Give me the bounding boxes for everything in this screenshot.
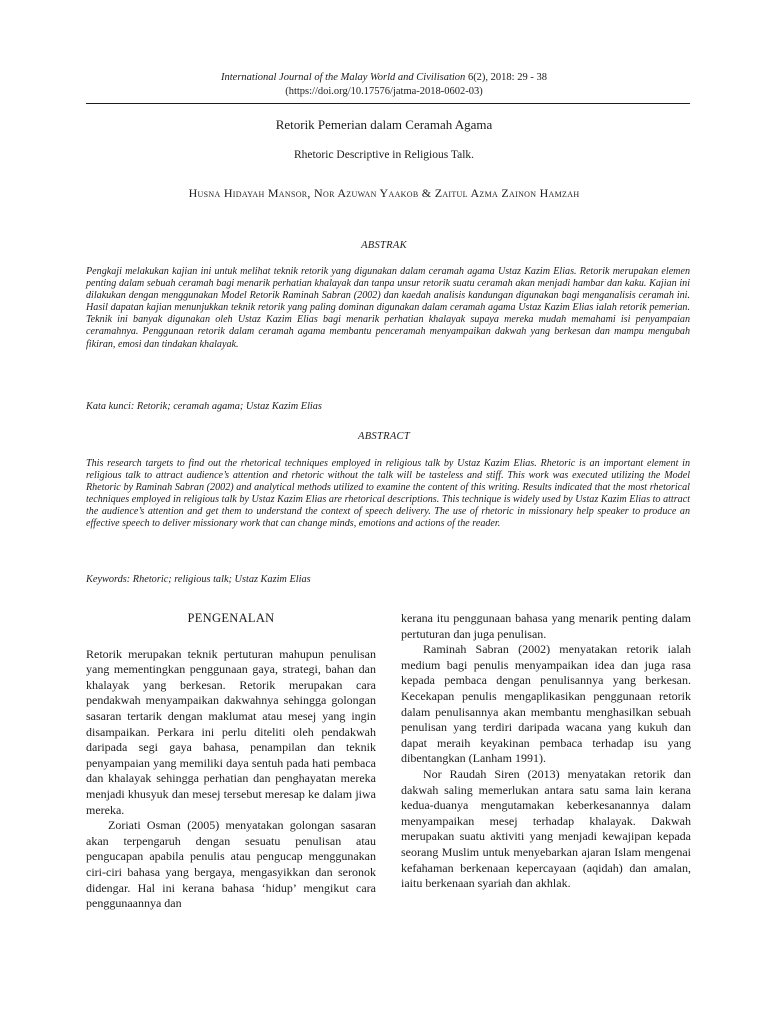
abstrak-text: Pengkaji melakukan kajian ini untuk melihat teknik retorik yang digunakan dalam ceramah agama Ustaz Kazim Elias. Retorik merupakan elemen penting dalam sebuah ceramah bagi menarik perhatian khalayak dan tanpa unsur retorik suatu ceramah akan menjadi hambar dan kaku. Kajian ini dilakukan dengan menggunakan Model Retorik Raminah Sabran (2002) dan kaedah analisis kandungan digunakan bagi menganalisis ceramah ini. Hasil dapatan kajian menunjukkan teknik retorik yang paling dominan digunakan dalam ceramah agama Ustaz Kazim Elias ialah retorik pemerian. Teknik ini banyak digunakan oleh Ustaz Kazim Elias bagi menarik perhatian khalayak supaya mereka mudah memahami isi penyampaian ceramahnya. Penggunaan retorik dalam ceramah agama membantu penceramah menyampaikan dakwah yang berkesan dan mampu mengubah fikiran, emosi dan tindakan khalayak. — [86, 266, 690, 350]
body-left-column — [86, 611, 376, 912]
doi-link[interactable]: (https://doi.org/10.17576/jatma-2018-0602-03) — [285, 86, 483, 97]
body-paragraph: kerana itu penggunaan bahasa yang menarik penting dalam pertuturan dan juga penulisan. — [401, 611, 691, 641]
abstract-text: This research targets to find out the rhetorical techniques employed in religious talk by Ustaz Kazim Elias. Rhetoric is an important element in religious talk to attract audience’s attention and rhetoric without the talk will be tasteless and stiff. This work was executed utilizing the Model Rhetoric by Raminah Sabran (2002) and analytical methods utilized to examine the content of this writing. Results indicated that the most rhetorical techniques employed in religious talk by Ustaz Kazim Elias are rhetorical descriptions. This technique is widely used by Ustaz Kazim Elias to attract the audience’s attention and get them to understand the context of speech delivery. The use of rhetoric in missionary help speaker to produce an effective speech to deliver missionary work that can change minds, emotions and actions of the reader. — [86, 458, 690, 530]
abstract-keywords: Keywords: Rhetoric; religious talk; Ustaz Kazim Elias — [86, 574, 311, 585]
body-paragraph: Nor Raudah Siren (2013) menyatakan retorik dan dakwah saling memerlukan antara satu sama lain kerana kedua-duanya mengutamakan keberkesanannya dalam menyampaikan mesej terhadap khalayak. Dakwah merupakan suatu aktiviti yang menjadi kewajipan kepada seorang Muslim untuk menyebarkan ajaran Islam mengenai kefahaman berkenaan kepercayaan (aqidah) dan amalan, iaitu berkenaan syariah dan akhlak. — [401, 766, 691, 891]
journal-header — [0, 71, 768, 99]
abstract-heading: ABSTRACT — [358, 431, 410, 442]
article-title-english: Rhetoric Descriptive in Religious Talk. — [293, 149, 475, 161]
journal-issue: 6(2), 2018: 29 - 38 — [465, 72, 547, 83]
journal-citation — [0, 71, 768, 85]
body-paragraph: Retorik merupakan teknik pertuturan mahupun penulisan yang mementingkan penggunaan gaya, strategi, bahan dan khalayak yang berkesan. Retorik merupakan cara pendakwah menyampaikan dakwahnya sehingga golongan sasaran tertarik dengan maklumat atau mesej yang ingin disampaikan. Perkara ini perlu diteliti oleh pendakwah daripada segi gaya bahasa, penampilan dan teknik penyampaian yang memiliki daya sentuh pada hati pembaca dan khalayak sehingga perhatian dan penghayatan mereka menjadi khusyuk dan mesej tersebut meresap ke dalam jiwa mereka. — [86, 646, 376, 817]
abstrak-heading: ABSTRAK — [361, 240, 407, 251]
header-divider — [86, 103, 690, 104]
article-authors: Husna Hidayah Mansor, Nor Azuwan Yaakob & Zaitul Azma Zainon Hamzah — [188, 186, 580, 200]
body-right-column — [401, 611, 691, 892]
body-paragraph: Zoriati Osman (2005) menyatakan golongan sasaran akan terpengaruh dengan sesuatu penulisan atau pengucapan apabila penulis atau pengucap menggunakan ciri-ciri bahasa yang bergaya, mengasyikkan dan seronok didengar. Hal ini kerana bahasa ‘hidup’ mengikut cara penggunaannya dan — [86, 818, 376, 911]
article-title-malay: Retorik Pemerian dalam Ceramah Agama — [275, 117, 493, 132]
section-heading-pengenalan: PENGENALAN — [187, 611, 275, 625]
body-paragraph: Raminah Sabran (2002) menyatakan retorik ialah medium bagi penulis menyampaikan idea dan juga rasa kepada pembaca dengan penulisannya yang berkesan. Kecekapan penulis mengaplikasikan penggunaan retorik dalam penulisannya akan membantu menghasilkan sebuah penulisan yang terdiri daripada wacana yang kukuh dan dapat meraih keyakinan pembaca terhadap isu yang dibentangkan (Lanham 1991). — [401, 642, 691, 766]
journal-name: International Journal of the Malay World and Civilisation — [221, 72, 466, 83]
abstrak-keywords: Kata kunci: Retorik; ceramah agama; Ustaz Kazim Elias — [86, 401, 322, 412]
